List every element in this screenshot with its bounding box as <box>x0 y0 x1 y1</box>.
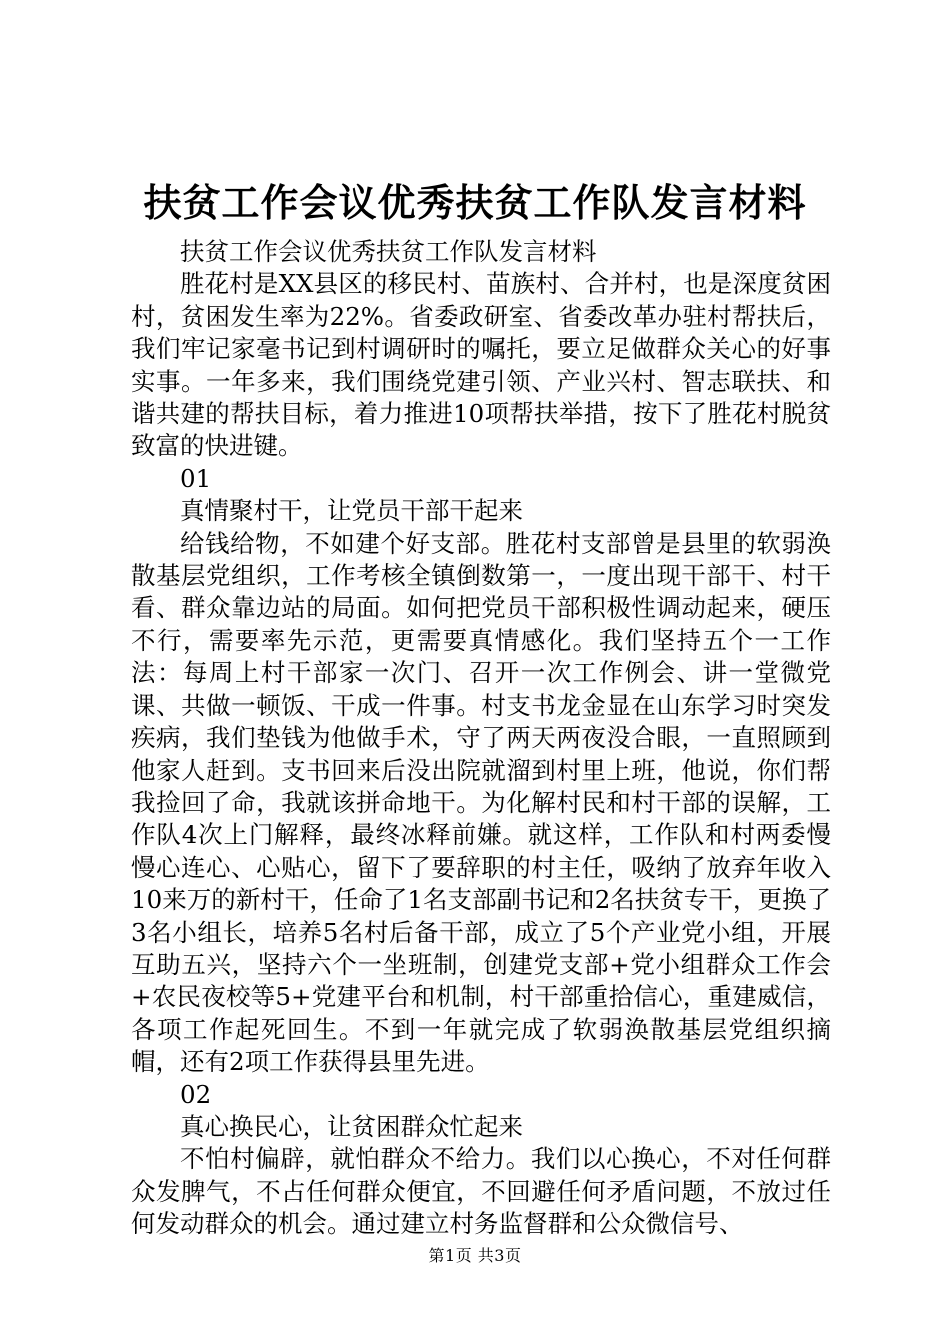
section-heading: 真心换民心，让贫困群众忙起来 <box>180 1111 523 1141</box>
document-title: 扶贫工作会议优秀扶贫工作队发言材料 <box>143 180 807 225</box>
subtitle-paragraph: 扶贫工作会议优秀扶贫工作队发言材料 <box>180 237 597 266</box>
document-body <box>131 236 831 1241</box>
body-paragraph: 不怕村偏辟，就怕群众不给力。我们以心换心，不对任何群众发脾气，不占任何群众便宜，不回避任何矛盾问题，不放过任何发动群众的机会。通过建立村务监督群和公众微信号、 <box>131 1144 831 1239</box>
intro-paragraph: 胜花村是XX县区的移民村、苗族村、合并村，也是深度贫困村，贫困发生率为22%。省委政研室、省委改革办驻村帮扶后，我们牢记家毫书记到村调研时的嘱托，要立足做群众关心的好事实事。一年多来，我们围绕党建引领、产业兴村、智志联扶、和谐共建的帮扶目标，着力推进10项帮扶举措，按下了胜花村脱贫致富的快进键。 <box>131 269 831 461</box>
body-paragraph: 给钱给物，不如建个好支部。胜花村支部曾是县里的软弱涣散基层党组织，工作考核全镇倒数第一，一度出现干部干、村干看、群众靠边站的局面。如何把党员干部积极性调动起来，硬压不行，需要率先示范，更需要真情感化。我们坚持五个一工作法：每周上村干部家一次门、召开一次工作例会、讲一堂微党课、共做一顿饭、干成一件事。村支书龙金显在山东学习时突发疾病，我们垫钱为他做手术，守了两天两夜没合眼，一直照顾到他家人赶到。支书回来后没出院就溜到村里上班，他说，你们帮我捡回了命，我就该拼命地干。为化解村民和村干部的误解，工作队4次上门解释，最终冰释前嫌。就这样，工作队和村两委慢慢心连心、心贴心，留下了要辞职的村主任，吸纳了放弃年收入10来万的新村干，任命了1名支部副书记和2名扶贫专干，更换了3名小组长，培养5名村后备干部，成立了5个产业党小组，开展互助五兴，坚持六个一坐班制，创建党支部+党小组群众工作会+农民夜校等5+党建平台和机制，村干部重拾信心，重建威信，各项工作起死回生。不到一年就完成了软弱涣散基层党组织摘帽，还有2项工作获得县里先进。 <box>131 528 831 1077</box>
section-heading: 真情聚村干，让党员干部干起来 <box>180 496 523 526</box>
section-number: 01 <box>180 463 212 493</box>
page-number-footer: 第1页 共3页 <box>428 1246 522 1265</box>
section-number: 02 <box>180 1079 212 1109</box>
